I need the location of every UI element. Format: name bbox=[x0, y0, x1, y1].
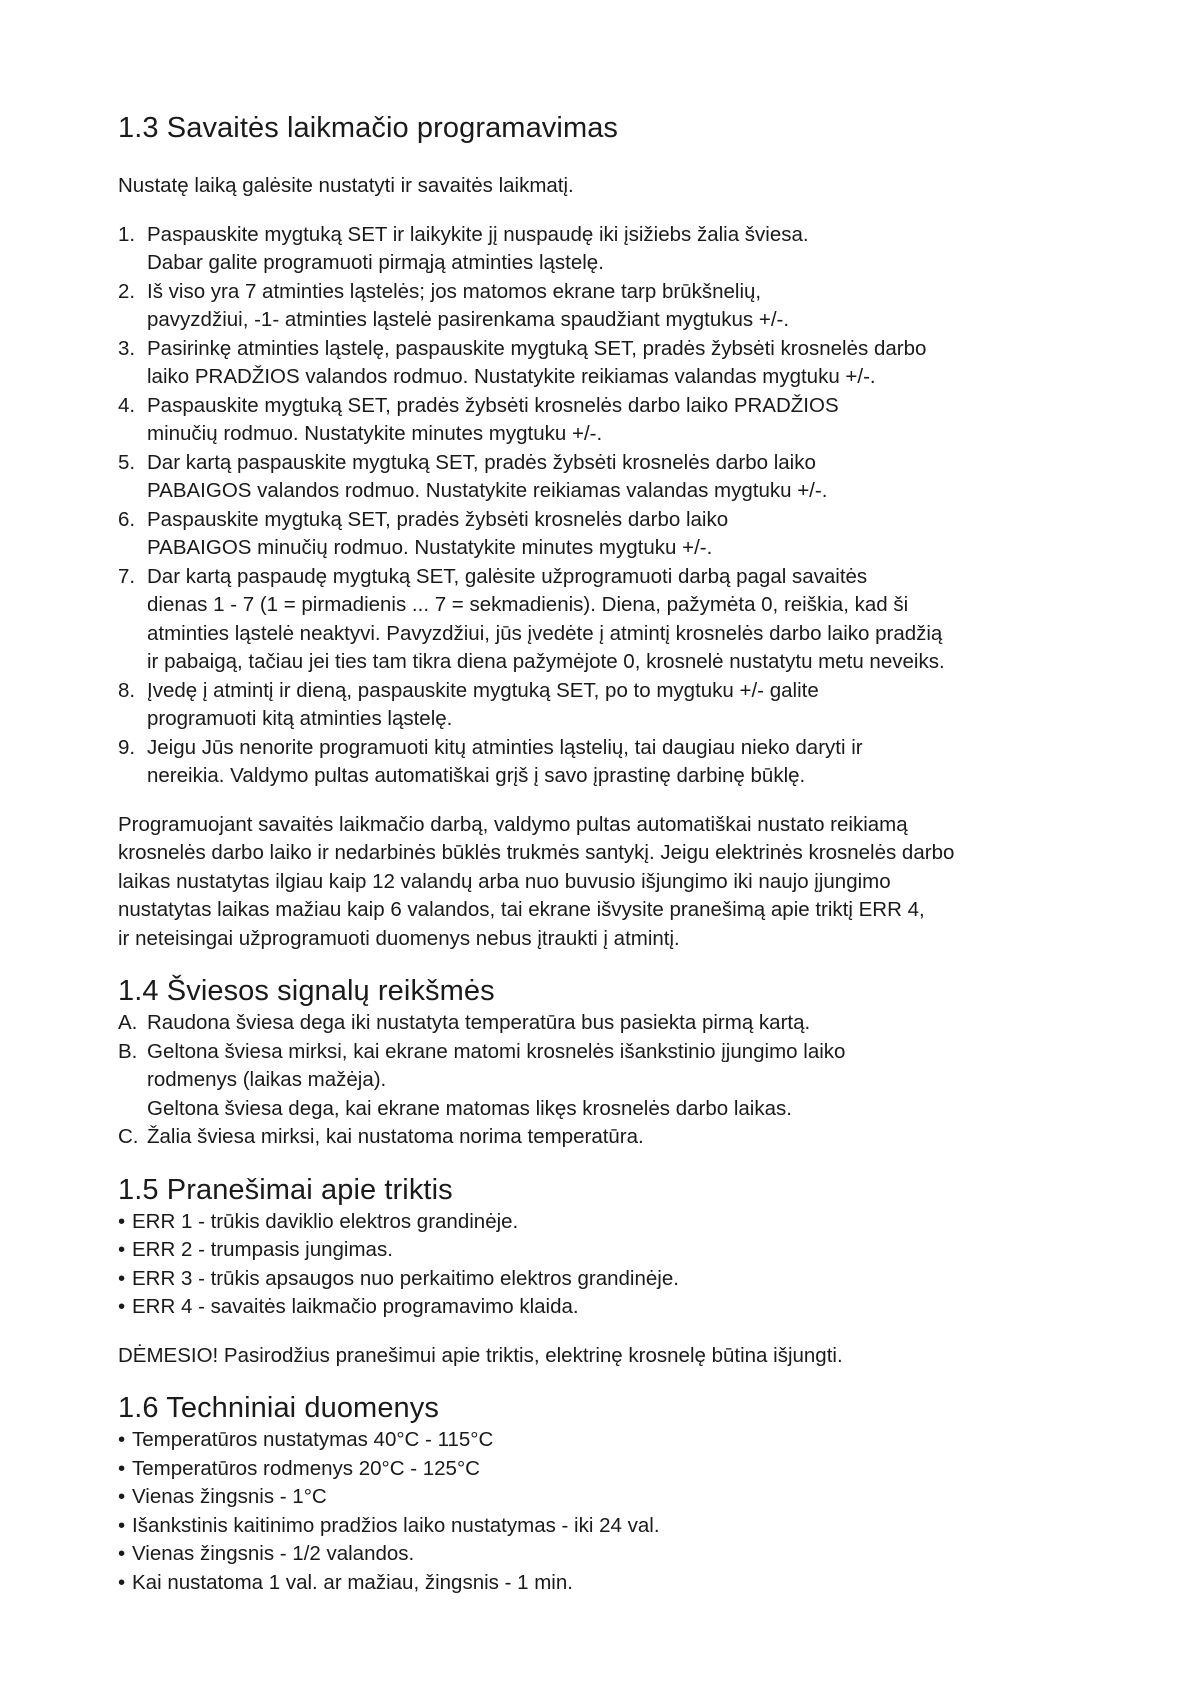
section-title-error-messages: 1.5 Pranešimai apie triktis bbox=[118, 1173, 453, 1206]
signal-item bbox=[118, 1038, 1128, 1124]
error-text: ERR 2 - trumpasis jungimas. bbox=[132, 1238, 393, 1261]
error-list bbox=[118, 1208, 1128, 1322]
step-line: Dar kartą paspauskite mygtuką SET, pradės žybsėti krosnelės darbo laiko bbox=[147, 450, 816, 474]
spec-text: Temperatūros nustatymas 40°C - 115°C bbox=[132, 1428, 494, 1451]
bullet-mark: • bbox=[118, 1485, 126, 1508]
step-line: Pasirinkę atminties ląstelę, paspauskite mygtuką SET, pradės žybsėti krosnelės darbo bbox=[147, 336, 927, 360]
step-line: ir pabaigą, tačiau jei ties tam tikra diena pažymėjote 0, krosnelė nustatytu metu neveiks. bbox=[147, 650, 945, 673]
signal-letter: C. bbox=[118, 1125, 139, 1148]
paragraph-line: laikas nustatytas ilgiau kaip 12 valandų arba nuo buvusio išjungimo iki naujo įjungimo bbox=[118, 869, 891, 893]
step-line: atminties ląstelė neaktyvi. Pavyzdžiui, jūs įvedėte į atmintį krosnelės darbo laiko pradžią bbox=[147, 621, 943, 645]
spec-text: Vienas žingsnis - 1°C bbox=[132, 1485, 327, 1508]
section-title-light-signals: 1.4 Šviesos signalų reikšmės bbox=[118, 975, 495, 1007]
step-line: Paspauskite mygtuką SET, pradės žybsėti krosnelės darbo laiko PRADŽIOS bbox=[147, 393, 839, 417]
error-text: ERR 4 - savaitės laikmačio programavimo klaida. bbox=[132, 1295, 579, 1318]
bullet-mark: • bbox=[118, 1428, 126, 1451]
signal-letter: A. bbox=[118, 1011, 138, 1034]
signal-line: Žalia šviesa mirksi, kai nustatoma norima temperatūra. bbox=[147, 1125, 644, 1148]
section-title-technical-data: 1.6 Techniniai duomenys bbox=[118, 1392, 439, 1424]
bullet-mark: • bbox=[118, 1570, 126, 1594]
spec-item bbox=[118, 1455, 1128, 1484]
weekly-timer-paragraph bbox=[118, 811, 1128, 954]
paragraph-line: nustatytas laikas mažiau kaip 6 valandos, tai ekrane išvysite pranešimą apie triktį ERR 4, bbox=[118, 898, 925, 921]
error-item bbox=[118, 1208, 1128, 1237]
document-page bbox=[118, 110, 1128, 1597]
bullet-mark: • bbox=[118, 1209, 126, 1233]
step-number: 7. bbox=[118, 564, 136, 588]
signal-line: Geltona šviesa dega, kai ekrane matomas likęs krosnelės darbo laikas. bbox=[147, 1096, 792, 1120]
step-line: Jeigu Jūs nenorite programuoti kitų atminties ląstelių, tai daugiau nieko daryti ir bbox=[147, 735, 863, 759]
warning-paragraph: DĖMESIO! Pasirodžius pranešimui apie triktis, elektrinę krosnelę būtina išjungti. bbox=[118, 1343, 843, 1367]
step-line: Dar kartą paspaudę mygtuką SET, galėsite užprogramuoti darbą pagal savaitės bbox=[147, 564, 868, 588]
error-item bbox=[118, 1236, 1128, 1265]
spec-item bbox=[118, 1483, 1128, 1512]
bullet-mark: • bbox=[118, 1513, 126, 1537]
step-line: laiko PRADŽIOS valandos rodmuo. Nustatykite reikiamas valandas mygtuku +/-. bbox=[147, 365, 876, 388]
error-item bbox=[118, 1265, 1128, 1294]
spec-item bbox=[118, 1426, 1128, 1455]
step-item bbox=[118, 677, 1128, 734]
step-number: 6. bbox=[118, 507, 136, 531]
bullet-mark: • bbox=[118, 1238, 126, 1261]
step-number: 2. bbox=[118, 279, 136, 303]
step-number: 4. bbox=[118, 393, 136, 417]
step-number: 8. bbox=[118, 678, 136, 702]
paragraph-line: Programuojant savaitės laikmačio darbą, valdymo pultas automatiškai nustato reikiamą bbox=[118, 812, 908, 836]
error-text: ERR 3 - trūkis apsaugos nuo perkaitimo elektros grandinėje. bbox=[132, 1266, 679, 1290]
step-line: PABAIGOS minučių rodmuo. Nustatykite minutes mygtuku +/-. bbox=[147, 536, 713, 559]
step-item bbox=[118, 221, 1128, 278]
spec-text: Išankstinis kaitinimo pradžios laiko nustatymas - iki 24 val. bbox=[132, 1513, 660, 1537]
bullet-mark: • bbox=[118, 1542, 126, 1565]
intro-paragraph: Nustatę laiką galėsite nustatyti ir savaitės laikmatį. bbox=[118, 174, 574, 197]
step-line: programuoti kitą atminties ląstelę. bbox=[147, 707, 453, 730]
signal-item bbox=[118, 1009, 1128, 1038]
paragraph-line: ir neteisingai užprogramuoti duomenys nebus įtraukti į atmintį. bbox=[118, 926, 680, 950]
step-item bbox=[118, 278, 1128, 335]
step-line: pavyzdžiui, -1- atminties ląstelė pasirenkama spaudžiant mygtukus +/-. bbox=[147, 308, 790, 331]
step-line: nereikia. Valdymo pultas automatiškai grįš į savo įprastinę darbinę būklę. bbox=[147, 764, 806, 787]
step-number: 5. bbox=[118, 450, 136, 474]
signal-line: rodmenys (laikas mažėja). bbox=[147, 1068, 387, 1091]
signal-item bbox=[118, 1123, 1128, 1152]
step-line: Įvedę į atmintį ir dieną, paspauskite mygtuką SET, po to mygtuku +/- galite bbox=[147, 678, 819, 702]
paragraph-line: krosnelės darbo laiko ir nedarbinės būklės trukmės santykį. Jeigu elektrinės krosnelės darbo bbox=[118, 841, 955, 864]
signal-line: Raudona šviesa dega iki nustatyta temperatūra bus pasiekta pirmą kartą. bbox=[147, 1011, 811, 1034]
step-line: PABAIGOS valandos rodmuo. Nustatykite reikiamas valandas mygtuku +/-. bbox=[147, 479, 828, 502]
step-item bbox=[118, 392, 1128, 449]
step-number: 3. bbox=[118, 336, 136, 360]
light-signals-list bbox=[118, 1009, 1128, 1152]
step-line: Dabar galite programuoti pirmąją atminties ląstelę. bbox=[147, 251, 604, 274]
spec-text: Temperatūros rodmenys 20°C - 125°C bbox=[132, 1456, 480, 1480]
step-line: Iš viso yra 7 atminties ląstelės; jos matomos ekrane tarp brūkšnelių, bbox=[147, 279, 762, 303]
signal-line: Geltona šviesa mirksi, kai ekrane matomi krosnelės išankstinio įjungimo laiko bbox=[147, 1039, 846, 1063]
step-line: dienas 1 - 7 (1 = pirmadienis ... 7 = sekmadienis). Diena, pažymėta 0, reiškia, kad ši bbox=[147, 593, 909, 616]
spec-item bbox=[118, 1569, 1128, 1598]
technical-data-list bbox=[118, 1426, 1128, 1597]
step-line: Paspauskite mygtuką SET ir laikykite jį nuspaudę iki įsižiebs žalia šviesa. bbox=[147, 222, 809, 246]
bullet-mark: • bbox=[118, 1295, 126, 1318]
spec-text: Vienas žingsnis - 1/2 valandos. bbox=[132, 1542, 415, 1565]
step-number: 9. bbox=[118, 735, 136, 759]
step-line: minučių rodmuo. Nustatykite minutes mygtuku +/-. bbox=[147, 422, 603, 445]
section-title-weekly-timer: 1.3 Savaitės laikmačio programavimas bbox=[118, 112, 619, 144]
step-item bbox=[118, 563, 1128, 677]
step-item bbox=[118, 335, 1128, 392]
step-item bbox=[118, 734, 1128, 791]
bullet-mark: • bbox=[118, 1266, 126, 1290]
spec-item bbox=[118, 1540, 1128, 1569]
spec-item bbox=[118, 1512, 1128, 1541]
bullet-mark: • bbox=[118, 1456, 126, 1480]
signal-letter: B. bbox=[118, 1039, 138, 1063]
error-text: ERR 1 - trūkis daviklio elektros grandinėje. bbox=[132, 1209, 519, 1233]
step-item bbox=[118, 449, 1128, 506]
error-item bbox=[118, 1293, 1128, 1322]
programming-steps-list bbox=[118, 221, 1128, 791]
step-line: Paspauskite mygtuką SET, pradės žybsėti krosnelės darbo laiko bbox=[147, 507, 729, 531]
step-item bbox=[118, 506, 1128, 563]
step-number: 1. bbox=[118, 222, 136, 246]
spec-text: Kai nustatoma 1 val. ar mažiau, žingsnis - 1 min. bbox=[132, 1570, 573, 1594]
